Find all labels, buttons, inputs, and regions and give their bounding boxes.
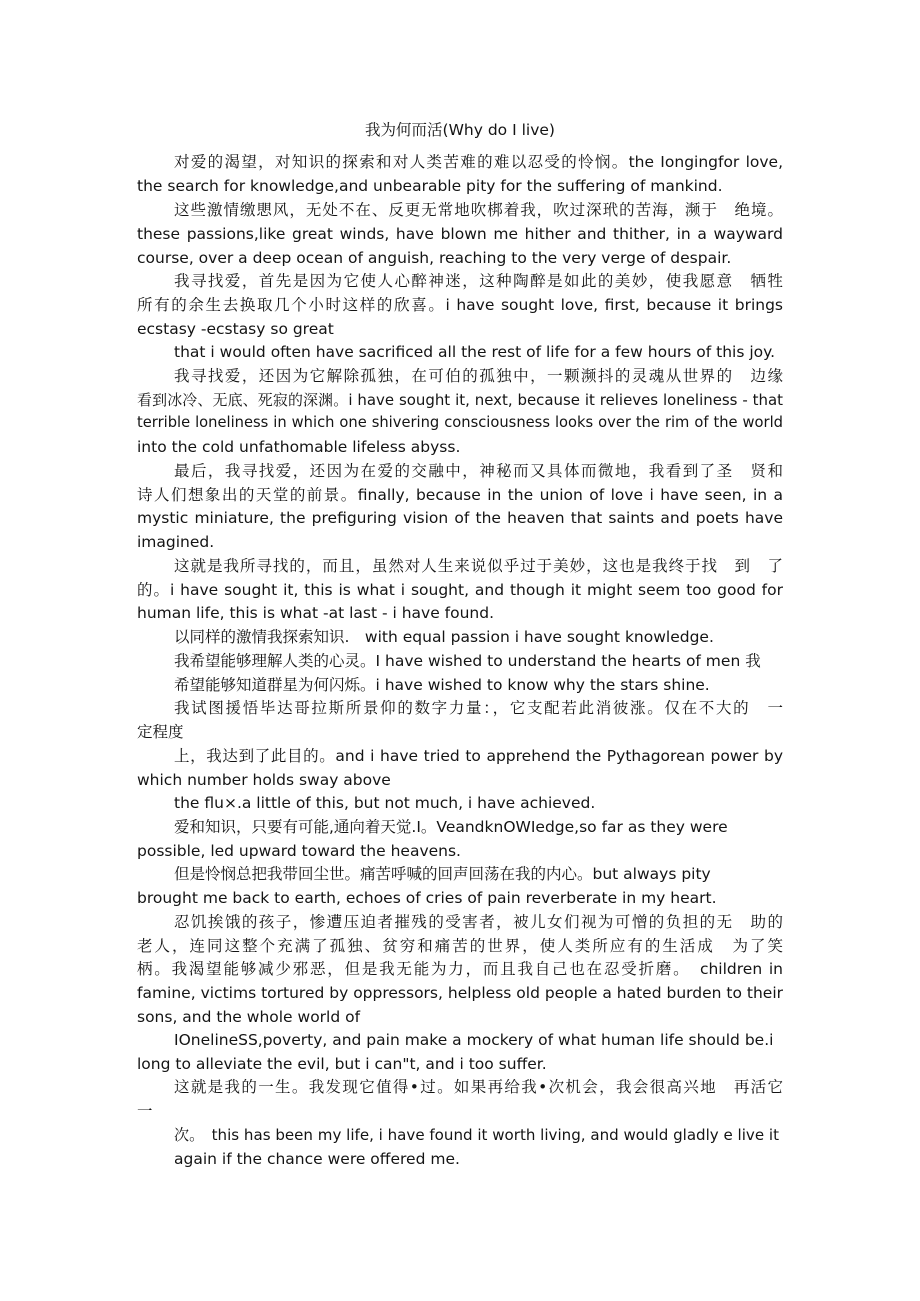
text-line: 柄。我渴望能够减少邪恶，但是我无能为力，而且我自己也在忍受折磨。 children in <box>137 960 783 978</box>
text-line: IOnelineSS,poverty, and pain make a mockery of what human life should be.i <box>174 1031 774 1049</box>
text-line: 一 <box>137 1102 153 1120</box>
text-line: famine, victims tortured by oppressors, helpless old people a hated burden to their <box>137 984 783 1002</box>
text-line: 的。i have sought it, this is what i sought, and though it might seem too good for <box>137 581 783 599</box>
text-line: 老人，连同这整个充满了孤独、贫穷和痛苦的世界，使人类所应有的生活成 为了笑 <box>137 937 783 955</box>
text-line: 次。 this has been my life, i have found it worth living, and would gladly e live it <box>174 1126 779 1144</box>
text-line: 我希望能够理解人类的心灵。I have wished to understand the hearts of men 我 <box>174 652 761 670</box>
text-line: again if the chance were offered me. <box>174 1150 460 1168</box>
text-line: possible, led upward toward the heavens. <box>137 842 461 860</box>
text-line: that i would often have sacrificed all the rest of life for a few hours of this joy. <box>174 343 776 361</box>
text-line: 忍饥挨饿的孩子，惨遭压迫者摧残的受害者，被儿女们视为可憎的负担的无 助的 <box>174 913 783 931</box>
text-line: 我寻找爱，还因为它解除孤独，在可伯的孤独中，一颗濒抖的灵魂从世界的 边缘 <box>174 367 783 385</box>
text-line: 希望能够知道群星为何闪烁。i have wished to know why the stars shine. <box>174 676 710 694</box>
text-line: which number holds sway above <box>137 771 391 789</box>
text-line: 这些激情缴愳风，无处不在、反更无常地吹梆着我，吹过深玳的苦海，濒于 绝境。 <box>174 201 783 219</box>
text-line: long to alleviate the evil, but i can"t, and i too suffer. <box>137 1055 547 1073</box>
text-line: sons, and the whole world of <box>137 1008 361 1026</box>
text-line: 这就是我所寻找的，而且，虽然对人生来说似乎过于美妙，这也是我终于找 到 了 <box>174 557 783 575</box>
text-line: 对爱的渴望，对知识的探索和对人类苦难的难以忍受的怜悯。the Iongingfor love, <box>174 153 783 171</box>
text-line: 我试图援悟毕达哥拉斯所景仰的数字力量：，它支配若此消彼涨。仅在不大的 一 <box>174 699 783 717</box>
text-line: 以同样的激情我探索知识. with equal passion i have sought knowledge. <box>174 628 714 646</box>
text-line: 最后，我寻找爱，还因为在爱的交融中，神秘而又具体而微地，我看到了圣 贤和 <box>174 462 783 480</box>
text-line: 但是怜悯总把我带回尘世。痛苦呼喊的回声回荡在我的内心。but always pity <box>174 865 711 883</box>
text-line: 我寻找爱，首先是因为它使人心醉神迷，这种陶醉是如此的美妙，使我愿意 牺牲 <box>174 272 783 290</box>
text-line: 定程度 <box>137 723 184 741</box>
text-line: 这就是我的一生。我发现它值得•过。如果再给我•次机会，我会很高兴地 再活它 <box>174 1078 783 1096</box>
text-line: ecstasy -ecstasy so great <box>137 320 334 338</box>
text-line: terrible loneliness in which one shivering consciousness looks over the rim of the world <box>137 414 783 431</box>
text-line: into the cold unfathomable lifeless abyss. <box>137 438 461 456</box>
text-line: these passions,like great winds, have blown me hither and thither, in a wayward <box>137 225 783 243</box>
text-line: 上，我达到了此目的。and i have tried to apprehend the Pythagorean power by <box>174 747 783 765</box>
text-line: 爱和知识，只要有可能,通向着天觉.I。VeandknOWIedge,so far as they were <box>174 818 728 836</box>
text-line: mystic miniature, the prefiguring vision of the heaven that saints and poets have <box>137 509 783 527</box>
text-line: course, over a deep ocean of anguish, reaching to the very verge of despair. <box>137 249 732 267</box>
text-line: the search for knowledge,and unbearable pity for the suffering of mankind. <box>137 177 723 195</box>
text-line: the flu×.a little of this, but not much, i have achieved. <box>174 794 596 812</box>
text-line: human life, this is what -at last - i have found. <box>137 604 495 622</box>
text-line: 看到冰冷、无底、死寂的深渊。i have sought it, next, because it relieves loneliness - that <box>137 391 783 409</box>
text-line: 诗人们想象出的天堂的前景。finally, because in the union of love i have seen, in a <box>137 486 783 504</box>
document-title: 我为何而活(Why do I live) <box>365 121 555 139</box>
text-line: brought me back to earth, echoes of cries of pain reverberate in my heart. <box>137 889 717 907</box>
text-line: 所有的余生去换取几个小时这样的欣喜。i have sought love, first, because it brings <box>137 296 783 314</box>
text-line: imagined. <box>137 533 215 551</box>
